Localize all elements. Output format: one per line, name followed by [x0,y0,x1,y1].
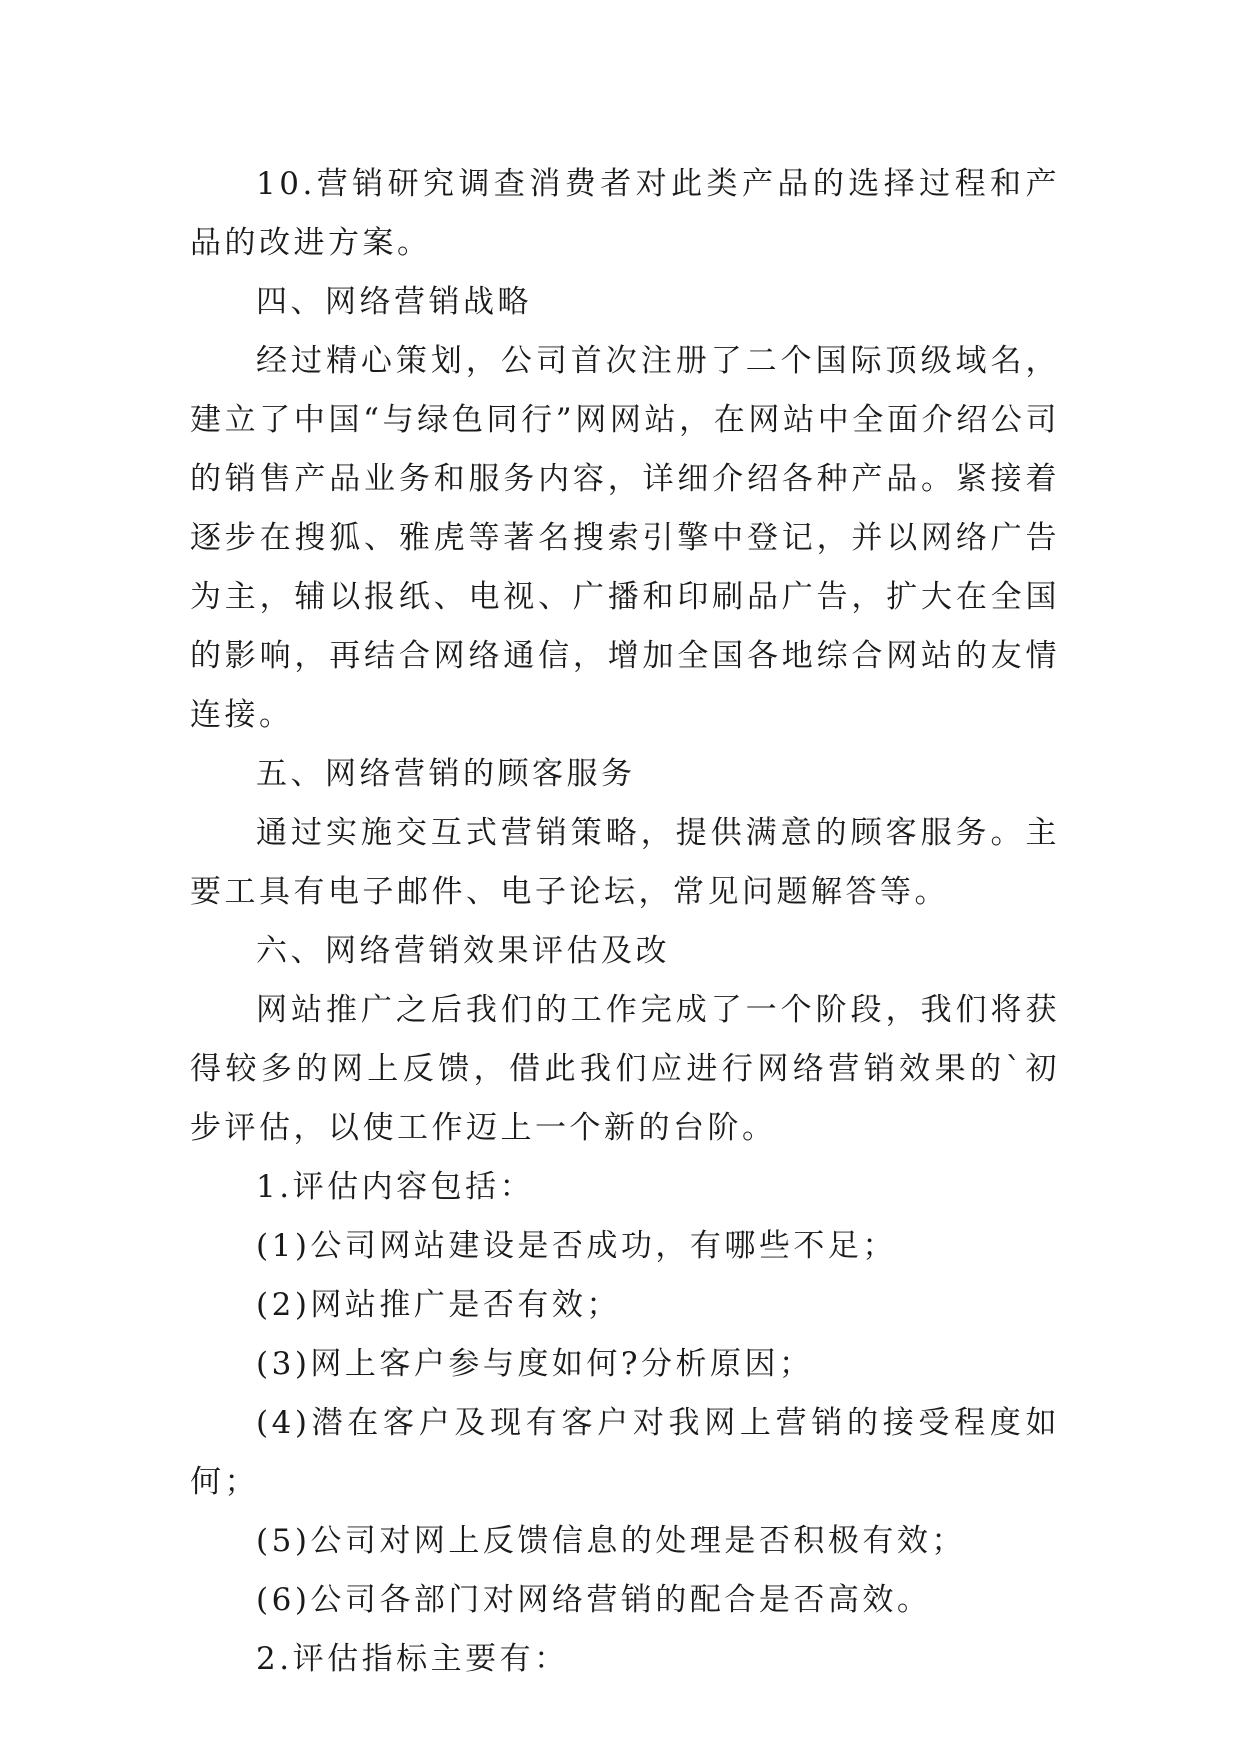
list-item-4: (4)潜在客户及现有客户对我网上营销的接受程度如何； [190,1405,1060,1500]
list-item-2: (2)网站推广是否有效； [256,1287,621,1323]
list-item-6: (6)公司各部门对网络营销的配合是否高效。 [256,1582,932,1618]
paragraph-research-item-10: 10.营销研究调查消费者对此类产品的选择过程和产品的改进方案。 [190,166,1060,261]
list-item-5: (5)公司对网上反馈信息的处理是否积极有效； [256,1523,966,1559]
paragraph-strategy-body: 经过精心策划，公司首次注册了二个国际顶级域名，建立了中国“与绿色同行”网网站，在网站中全面介绍公司的销售产品业务和服务内容，详细介绍各种产品。紧接着逐步在搜狐、雅虎等著名搜索引擎中登记，并以网络广告为主，辅以报纸、电视、广播和印刷品广告，扩大在全国的影响，再结合网络通信，增加全国各地综合网站的友情连接。 [190,343,1060,733]
heading-network-marketing-strategy: 四、网络营销战略 [256,284,532,320]
heading-customer-service: 五、网络营销的顾客服务 [256,756,636,792]
heading-effect-evaluation: 六、网络营销效果评估及改 [256,933,670,969]
heading-evaluation-contents: 1.评估内容包括： [256,1169,535,1205]
paragraph-customer-service-body: 通过实施交互式营销策略，提供满意的顾客服务。主要工具有电子邮件、电子论坛，常见问题解答等。 [190,815,1060,910]
paragraph-evaluation-body: 网站推广之后我们的工作完成了一个阶段，我们将获得较多的网上反馈，借此我们应进行网络营销效果的`初步评估，以使工作迈上一个新的台阶。 [190,992,1060,1146]
document-body [190,155,1060,1689]
heading-evaluation-indicators: 2.评估指标主要有： [256,1641,569,1677]
list-item-3: (3)网上客户参与度如何?分析原因； [256,1346,814,1382]
list-item-1: (1)公司网站建设是否成功，有哪些不足； [256,1228,897,1264]
